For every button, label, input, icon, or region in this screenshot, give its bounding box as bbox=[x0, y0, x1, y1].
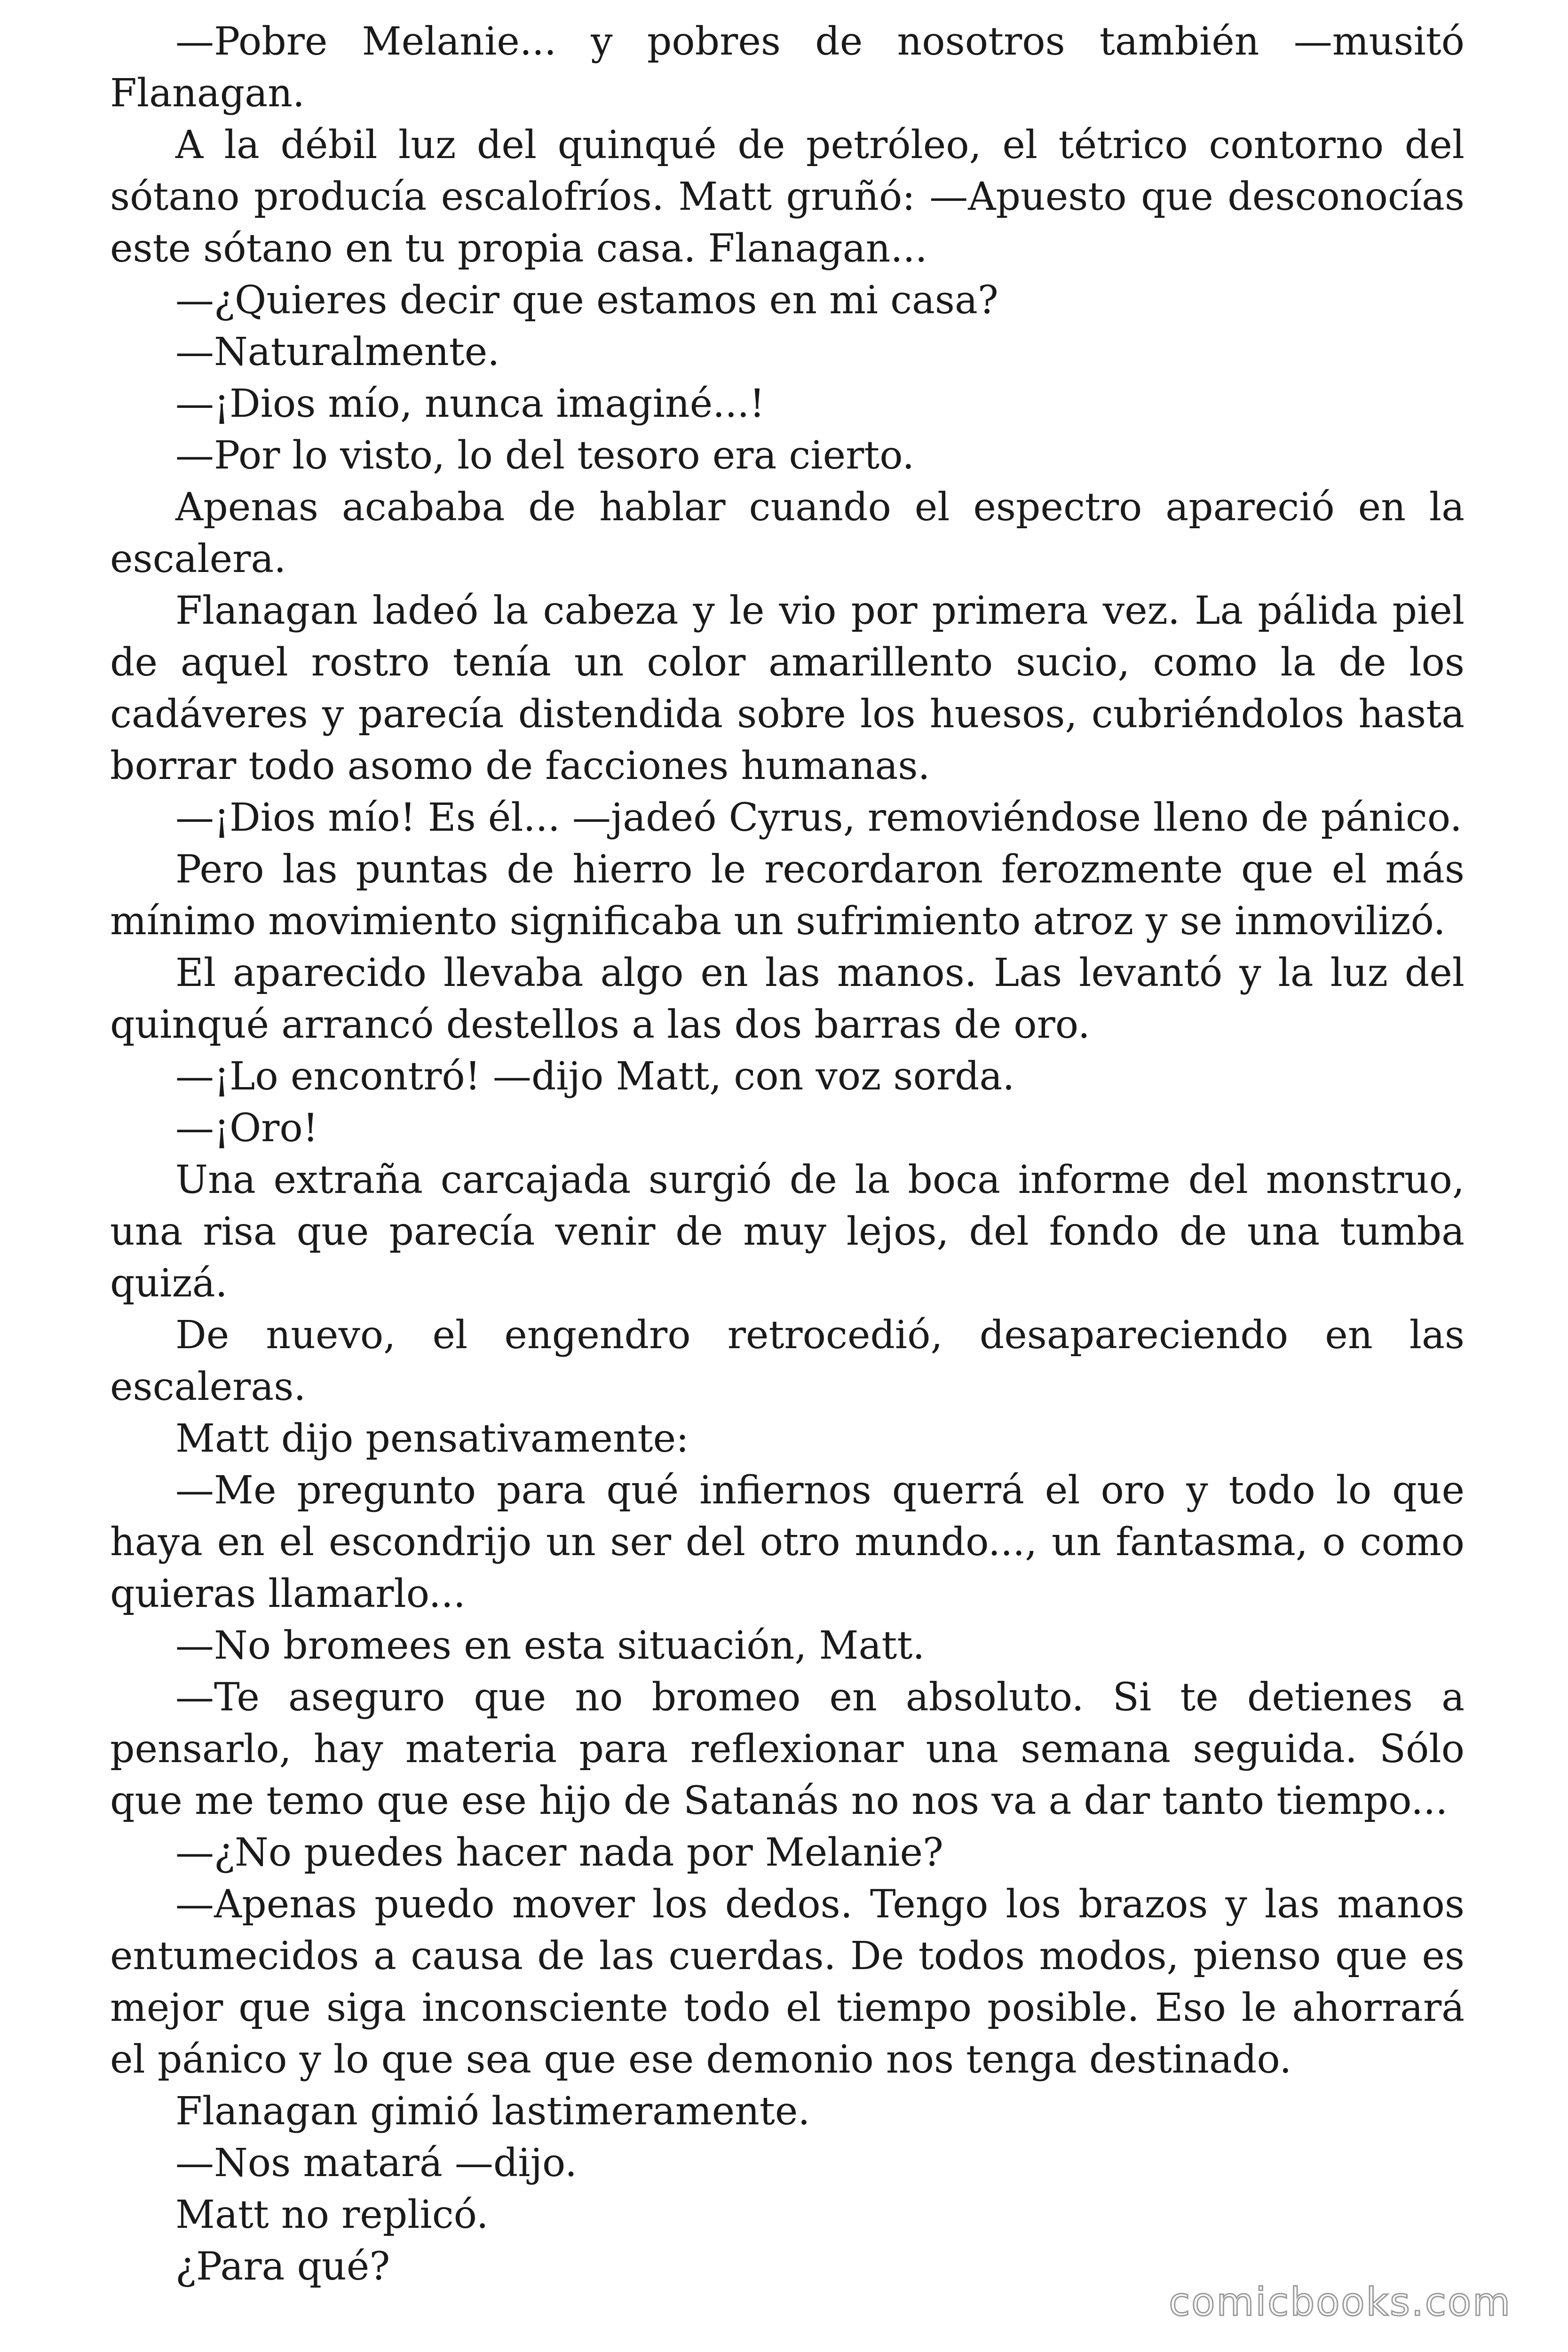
paragraph-23: —Nos matará —dijo. bbox=[175, 2141, 578, 2185]
paragraph-7: Apenas acababa de hablar cuando el espectro apareció en la escalera. bbox=[110, 485, 1465, 581]
page-text bbox=[110, 16, 1465, 2293]
paragraph-18: —No bromees en esta situación, Matt. bbox=[175, 1623, 925, 1668]
paragraph-6: —Por lo visto, lo del tesoro era cierto. bbox=[175, 433, 915, 478]
paragraph-8: Flanagan ladeó la cabeza y le vio por primera vez. La pálida piel de aquel rostro tenía un color amarillento sucio, como la de los cadáveres y parecía distendida sobre los huesos, cubriéndolos hasta borrar todo asomo de facciones humanas. bbox=[110, 588, 1465, 788]
paragraph-12: —¡Lo encontró! —dijo Matt, con voz sorda. bbox=[175, 1054, 1015, 1099]
paragraph-9: —¡Dios mío! Es él... —jadeó Cyrus, removiéndose lleno de pánico. bbox=[175, 795, 1462, 840]
paragraph-11: El aparecido llevaba algo en las manos. Las levantó y la luz del quinqué arrancó destellos a las dos barras de oro. bbox=[110, 951, 1465, 1047]
paragraph-20: —¿No puedes hacer nada por Melanie? bbox=[175, 1830, 943, 1875]
paragraph-13: —¡Oro! bbox=[175, 1106, 318, 1151]
paragraph-17: —Me pregunto para qué infiernos querrá el oro y todo lo que haya en el escondrijo un ser del otro mundo..., un fantasma, o como quieras llamarlo... bbox=[110, 1468, 1465, 1616]
paragraph-24: Matt no replicó. bbox=[175, 2193, 489, 2237]
paragraph-19: —Te aseguro que no bromeo en absoluto. Si te detienes a pensarlo, hay materia para reflexionar una semana seguida. Sólo que me temo que ese hijo de Satanás no nos va a dar tanto tiempo... bbox=[110, 1675, 1465, 1823]
paragraph-16: Matt dijo pensativamente: bbox=[175, 1416, 689, 1461]
paragraph-3: —¿Quieres decir que estamos en mi casa? bbox=[175, 278, 998, 323]
paragraph-5: —¡Dios mío, nunca imaginé...! bbox=[175, 381, 765, 426]
paragraph-25: ¿Para qué? bbox=[175, 2244, 390, 2289]
paragraph-14: Una extraña carcajada surgió de la boca informe del monstruo, una risa que parecía venir de muy lejos, del fondo de una tumba quizá. bbox=[110, 1158, 1465, 1306]
paragraph-4: —Naturalmente. bbox=[175, 330, 500, 374]
watermark: comicbooks.com bbox=[1169, 2280, 1512, 2325]
paragraph-21: —Apenas puedo mover los dedos. Tengo los brazos y las manos entumecidos a causa de las cuerdas. De todos modos, pienso que es mejor que siga inconsciente todo el tiempo posible. Eso le ahorrará el pánico y lo que sea que ese demonio nos tenga destinado. bbox=[110, 1882, 1465, 2082]
paragraph-10: Pero las puntas de hierro le recordaron ferozmente que el más mínimo movimiento significaba un sufrimiento atroz y se inmovilizó. bbox=[110, 847, 1465, 944]
paragraph-1: —Pobre Melanie... y pobres de nosotros también —musitó Flanagan. bbox=[110, 19, 1465, 116]
paragraph-2: A la débil luz del quinqué de petróleo, el tétrico contorno del sótano producía escalofríos. Matt gruñó: —Apuesto que desconocías este sótano en tu propia casa. Flanagan... bbox=[110, 123, 1465, 271]
paragraph-15: De nuevo, el engendro retrocedió, desapareciendo en las escaleras. bbox=[110, 1313, 1465, 1409]
paragraph-22: Flanagan gimió lastimeramente. bbox=[175, 2089, 810, 2134]
